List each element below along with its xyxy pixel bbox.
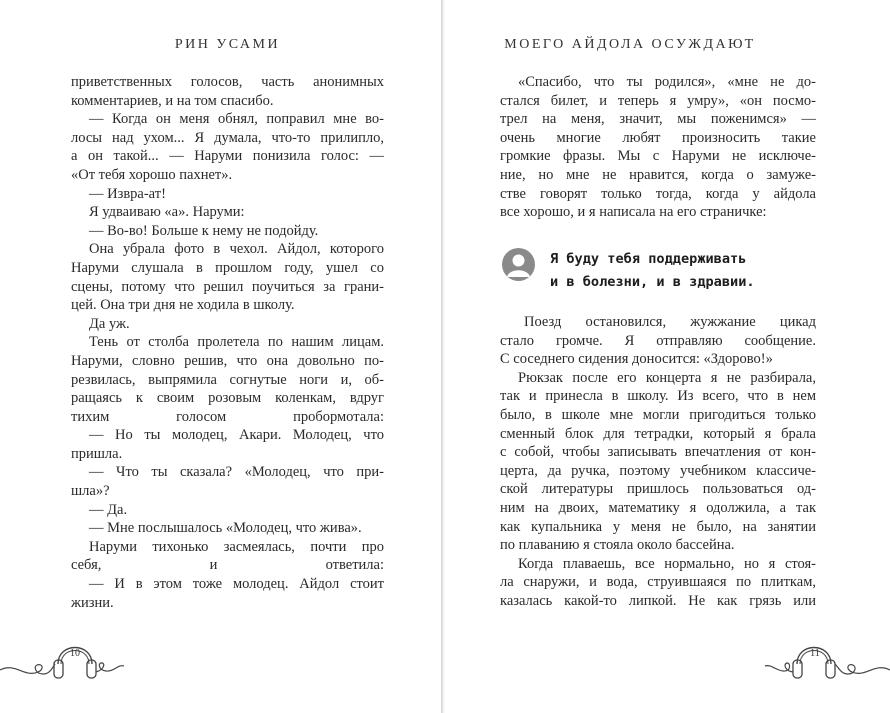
text-line: ской литературы пришлось пользоваться од- <box>500 481 816 498</box>
text-line: Когда плаваешь, все нормально, но я стоя- <box>518 555 816 572</box>
page-number-left: 10 <box>70 648 80 659</box>
text-line: — Но ты молодец, Акари. Молодец, что <box>89 427 384 444</box>
text-line: пришла. <box>71 445 123 462</box>
text-line: стве говорят только тогда, когда у айдола <box>500 185 816 202</box>
text-line: ние, но мне не нравится, когда о замуже- <box>500 166 816 183</box>
right-page-text-bottom <box>500 313 816 611</box>
text-line: — Что ты сказала? «Молодец, что при- <box>89 464 384 481</box>
text-line: ним на двоих, математику я одолжила, а так <box>500 499 816 516</box>
text-line: комментариев, и на том спасибо. <box>71 92 274 109</box>
text-line: Наруми, словно решив, что она довольно по- <box>71 352 384 369</box>
text-line: казалась какой-то липкой. Не как грязь или <box>500 592 816 609</box>
headphones-ornament-right <box>757 630 890 690</box>
left-page <box>0 0 443 713</box>
text-line: — Извра-ат! <box>89 185 166 202</box>
text-line: приветственных голосов, часть анонимных <box>71 74 384 90</box>
text-line: шла»? <box>71 483 110 500</box>
text-line: Наруми слушала в прошлом году, ушел со <box>71 259 384 276</box>
post-line: и в болезни, и в здравии. <box>550 274 755 290</box>
post-line: Я буду тебя поддерживать <box>550 251 747 267</box>
text-line: Да уж. <box>89 315 130 332</box>
text-line: — И в этом тоже молодец. Айдол стоит <box>89 576 384 593</box>
text-line: очень многие любят произносить такие <box>500 129 816 146</box>
headphones-ornament-left <box>0 630 135 690</box>
text-line: цей. Она три дня не ходила в школу. <box>71 297 295 314</box>
running-head-author: РИН УСАМИ <box>174 37 281 52</box>
text-line: лосы над ухом... Я думала, что-то прилипло, <box>71 129 384 146</box>
text-line: с собой, чтобы записывать впечатления от кон- <box>500 444 816 461</box>
right-page-text-top <box>500 73 816 222</box>
text-line: — Да. <box>89 501 128 518</box>
social-post-text <box>550 248 755 294</box>
text-line: резвилась, выпрямила согнутые ноги и, об- <box>71 371 384 388</box>
text-line: стался билет, и теперь я умру», «он посмо- <box>500 92 816 109</box>
text-line: как купальника у меня не было, на занятии <box>500 518 816 535</box>
text-line: «Спасибо, что ты родился», «мне не до- <box>518 74 816 90</box>
text-line: Я удваиваю «а». Наруми: <box>89 204 245 221</box>
text-line: Поезд остановился, жужжание цикад <box>524 314 816 330</box>
text-line: С соседнего сидения доносится: «Здорово!» <box>500 351 773 368</box>
text-line: трел на меня, значит, мы поженимся» — <box>500 111 816 128</box>
user-avatar-icon <box>502 248 535 281</box>
text-line: Рюкзак после его концерта я не разбирала, <box>518 369 816 386</box>
text-line: сцены, потому что решил поучиться за грани- <box>71 278 384 295</box>
text-line: «От тебя хорошо пахнет». <box>71 166 233 183</box>
right-page <box>445 0 890 713</box>
text-line: жизни. <box>71 594 114 611</box>
text-line: — Во-во! Больше к нему не подойду. <box>89 222 319 239</box>
text-line: сменный блок для тетрадки, который я брала <box>500 425 816 442</box>
social-post <box>500 244 820 294</box>
running-head-title: МОЕГО АЙДОЛА ОСУЖДАЮТ <box>504 37 756 52</box>
text-line: ращаясь к своим розовым коленкам, вдруг <box>71 390 384 407</box>
text-line: Тень от столба пролетела по нашим лицам. <box>89 334 384 351</box>
text-line: по плаванию я стояла около бассейна. <box>500 537 735 554</box>
text-line: ла снаружи, и вода, струившаяся по плиткам, <box>500 574 816 591</box>
text-line: все хорошо, и я написала на его страничке: <box>500 204 767 221</box>
left-page-text <box>71 73 384 612</box>
text-line: тихим голосом пробормотала: <box>71 408 384 425</box>
text-line: было, в школе мне могли пригодиться только <box>500 406 816 423</box>
text-line: так и принесла в школу. Из всего, что в нем <box>500 388 816 405</box>
text-line: стало громче. Я отправляю сообщение. <box>500 332 816 349</box>
text-line: Наруми тихонько засмеялась, почти про <box>89 538 384 555</box>
text-line: громкие фразы. Мы с Наруми не исключе- <box>500 148 816 165</box>
text-line: себя, и ответила: <box>71 557 384 574</box>
text-line: церта, да ручка, поэтому учебником классиче- <box>500 462 816 479</box>
page-number-right: 11 <box>810 648 820 659</box>
text-line: а он такой... — Наруми понизила голос: — <box>71 148 384 165</box>
text-line: — Мне послышалось «Молодец, что жива». <box>89 520 362 537</box>
text-line: Она убрала фото в чехол. Айдол, которого <box>89 241 384 258</box>
text-line: — Когда он меня обнял, поправил мне во- <box>89 111 384 128</box>
